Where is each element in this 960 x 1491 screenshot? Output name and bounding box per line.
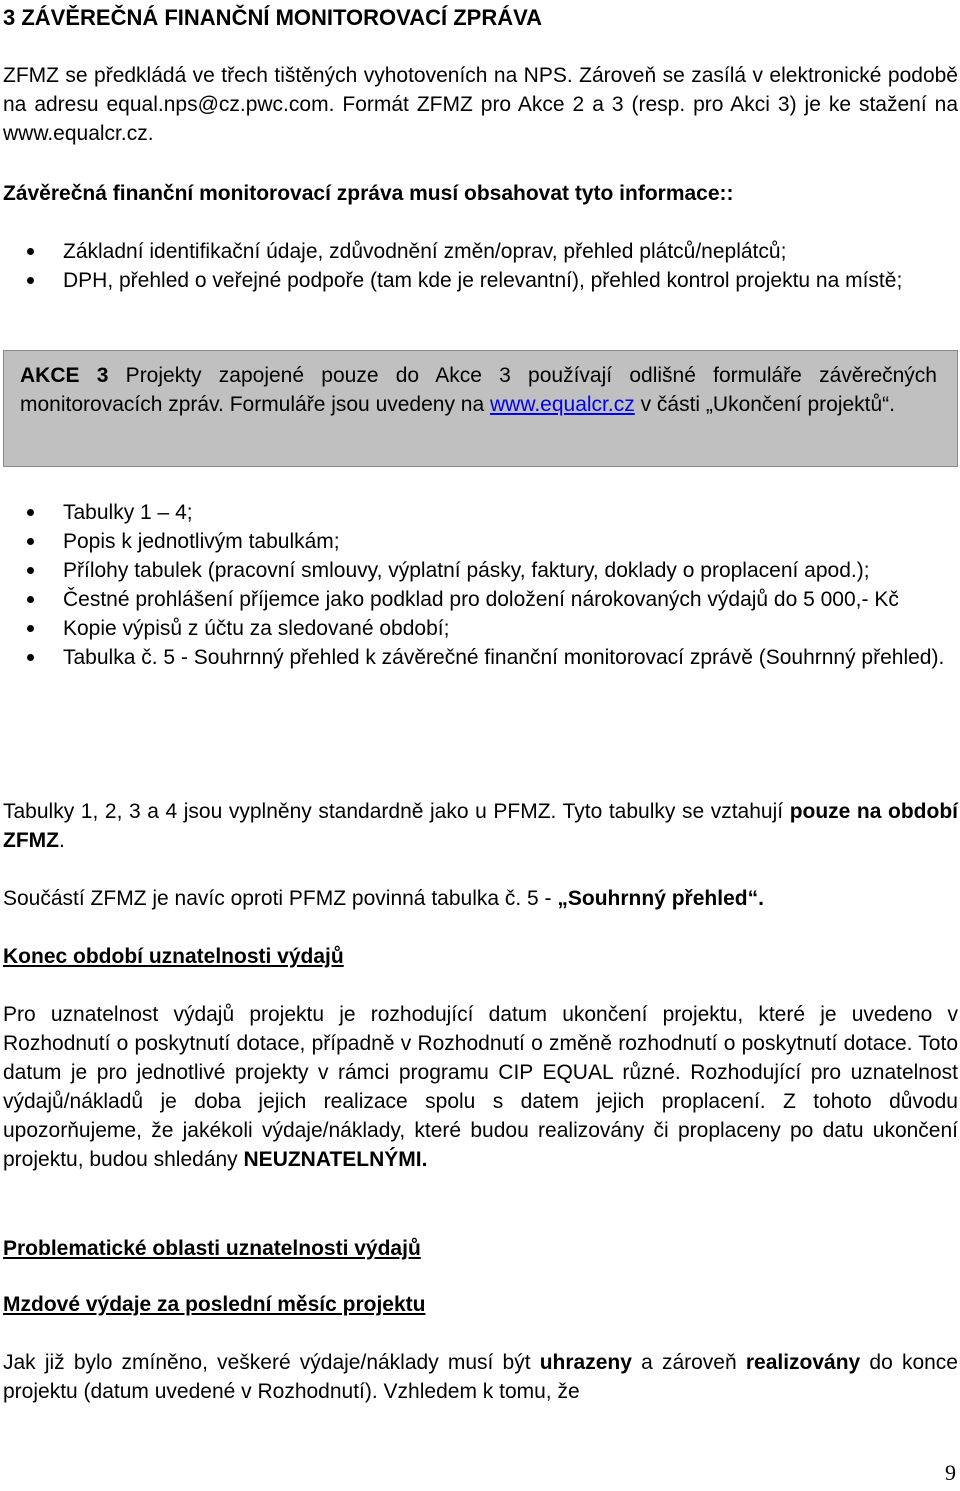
equalcr-link[interactable]: www.equalcr.cz bbox=[490, 393, 635, 416]
bullet-icon bbox=[27, 567, 34, 574]
list-item: Tabulka č. 5 - Souhrnný přehled k závěrečné finanční monitorovací zprávě (Souhrnný přehled). bbox=[3, 643, 958, 672]
bullet-icon bbox=[27, 654, 34, 661]
requirements-list-1 bbox=[3, 237, 958, 295]
bullet-icon bbox=[27, 625, 34, 632]
page-number: 9 bbox=[945, 1460, 956, 1485]
akce3-note-text: AKCE 3 Projekty zapojené pouze do Akce 3 používají odlišné formuláře závěrečných monitorovacích zpráv. Formuláře jsou uvedeny na www.equalcr.cz v části „Ukončení projektů“. bbox=[20, 364, 937, 416]
tables-note-paragraph: Tabulky 1, 2, 3 a 4 jsou vyplněny standardně jako u PFMZ. Tyto tabulky se vztahují pouze na období ZFMZ. bbox=[3, 800, 958, 852]
bullet-icon bbox=[27, 596, 34, 603]
eligibility-paragraph: Pro uznatelnost výdajů projektu je rozhodující datum ukončení projektu, které je uvedeno v Rozhodnutí o poskytnutí dotace, případně v Rozhodnutí o změně rozhodnutí o poskytnutí dotace. Toto datum je pro jednotlivé projekty v rámci programu CIP EQUAL různé. Rozhodující pro uznatelnost výdajů/nákladů je doba jejich realizace spolu s datem jejich proplacení. Z tohoto důvodu upozorňujeme, že jakékoli výdaje/náklady, které budou realizovány či proplaceny po datu ukončení projektu, budou shledány NEUZNATELNÝMI. bbox=[3, 1003, 958, 1171]
intro-paragraph: ZFMZ se předkládá ve třech tištěných vyhotoveních na NPS. Zároveň se zasílá v elektronické podobě na adresu equal.nps@cz.pwc.com. Formát ZFMZ pro Akce 2 a 3 (resp. pro Akci 3) je ke stažení na www.equalcr.cz. bbox=[3, 64, 958, 145]
list-item: Tabulky 1 – 4; bbox=[3, 498, 958, 527]
list-item: Kopie výpisů z účtu za sledované období; bbox=[3, 614, 958, 643]
final-paragraph: Jak již bylo zmíněno, veškeré výdaje/náklady musí být uhrazeny a zároveň realizovány do konce projektu (datum uvedené v Rozhodnutí). Vzhledem k tomu, že bbox=[3, 1351, 958, 1403]
extra-table-paragraph: Součástí ZFMZ je navíc oproti PFMZ povinná tabulka č. 5 - „Souhrnný přehled“. bbox=[3, 887, 764, 910]
requirements-heading: Závěrečná finanční monitorovací zpráva musí obsahovat tyto informace:: bbox=[3, 182, 734, 205]
list-item: Přílohy tabulek (pracovní smlouvy, výplatní pásky, faktury, doklady o proplacení apod.); bbox=[3, 556, 958, 585]
problem-areas-heading: Problematické oblasti uznatelnosti výdajů bbox=[3, 1237, 421, 1260]
bullet-icon bbox=[27, 509, 34, 516]
bullet-icon bbox=[27, 277, 34, 284]
section-heading: 3 ZÁVĚREČNÁ FINANČNÍ MONITOROVACÍ ZPRÁVA bbox=[3, 5, 543, 30]
bullet-icon bbox=[27, 248, 34, 255]
requirements-list-2 bbox=[3, 498, 958, 672]
list-item: DPH, přehled o veřejné podpoře (tam kde je relevantní), přehled kontrol projektu na místě; bbox=[3, 266, 958, 295]
wage-expenses-heading: Mzdové výdaje za poslední měsíc projektu bbox=[3, 1293, 426, 1316]
eligibility-end-heading: Konec období uznatelnosti výdajů bbox=[3, 945, 344, 968]
bullet-icon bbox=[27, 538, 34, 545]
list-item: Popis k jednotlivým tabulkám; bbox=[3, 527, 958, 556]
list-item: Čestné prohlášení příjemce jako podklad pro doložení nárokovaných výdajů do 5 000,- Kč bbox=[3, 585, 958, 614]
list-item: Základní identifikační údaje, zdůvodnění změn/oprav, přehled plátců/neplátců; bbox=[3, 237, 958, 266]
akce3-note-box bbox=[3, 350, 958, 467]
